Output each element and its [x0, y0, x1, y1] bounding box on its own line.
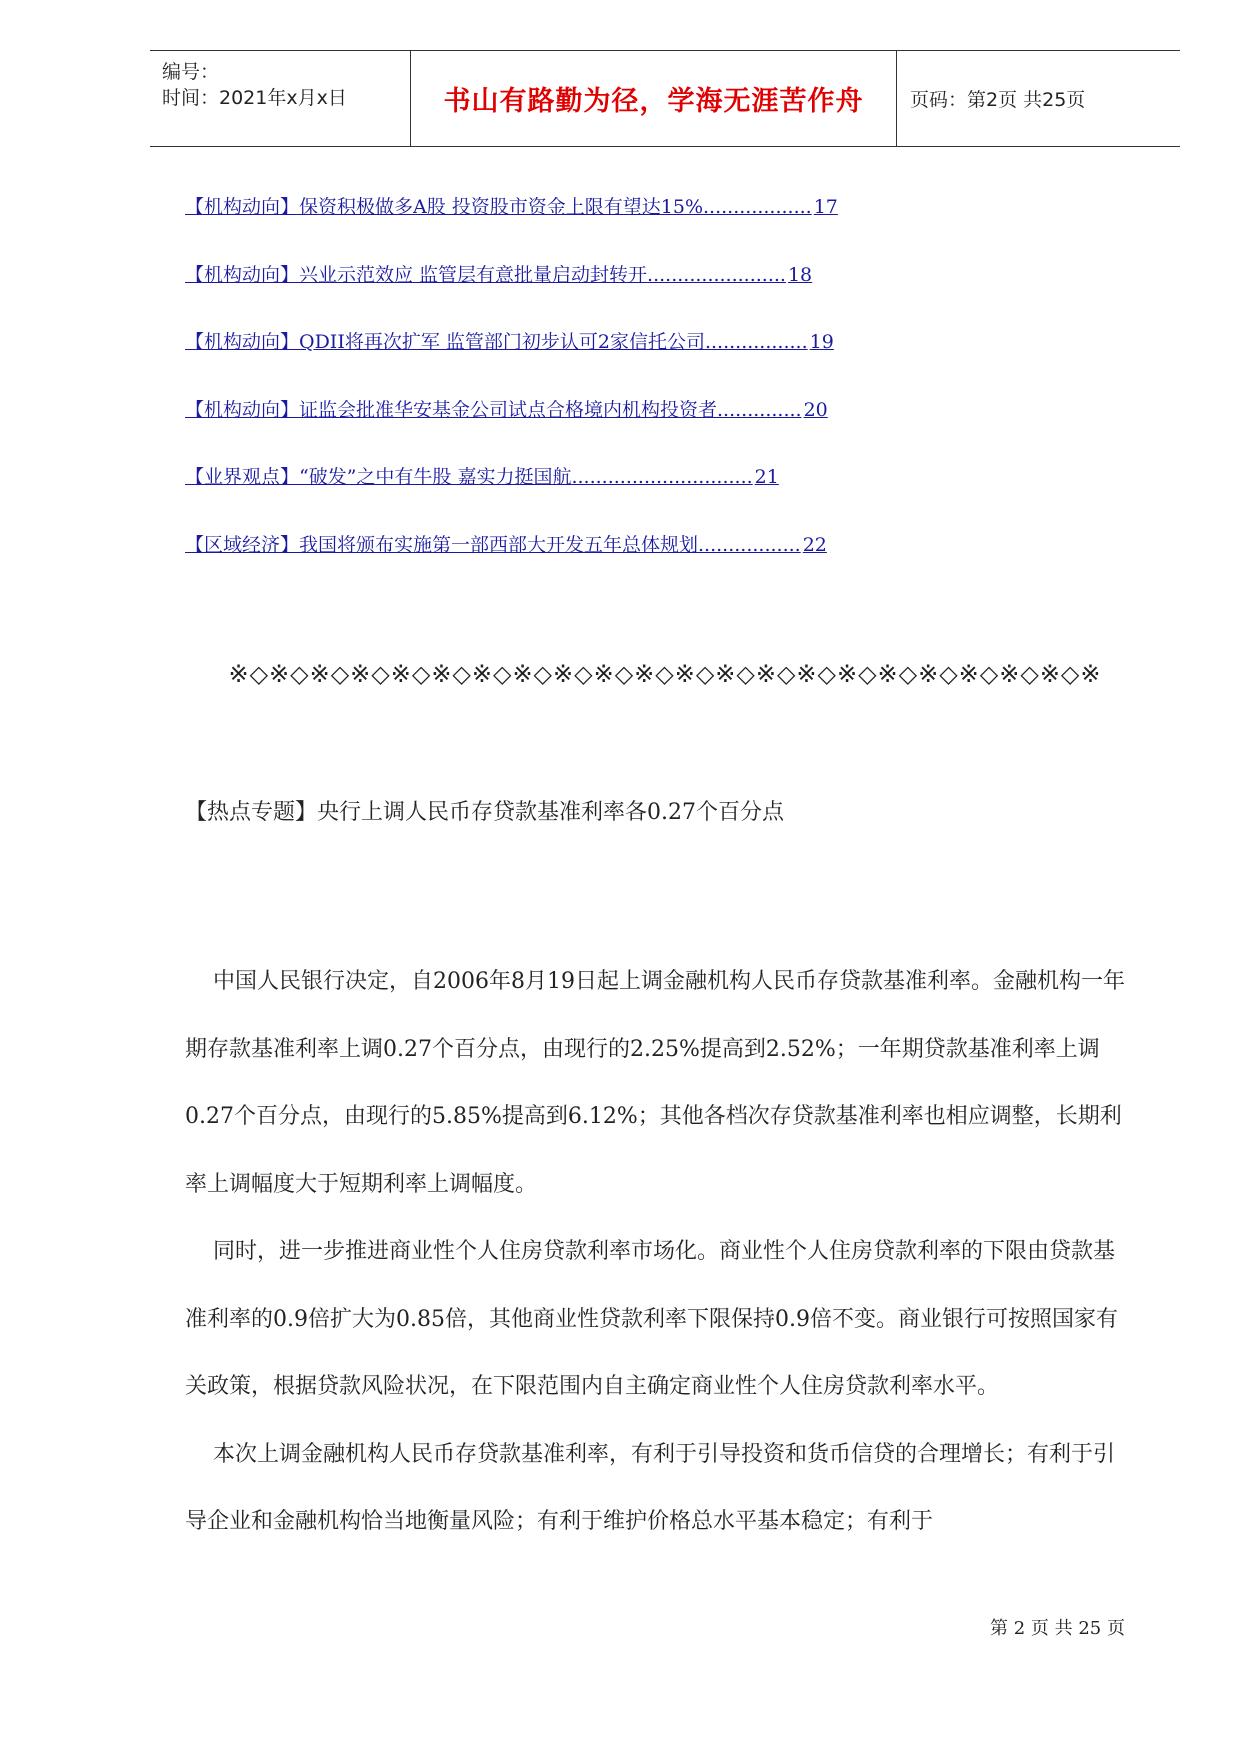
toc-link-text: 【区域经济】我国将颁布实施第一部西部大开发五年总体规划: [185, 533, 699, 556]
toc-page-number: 21: [754, 466, 779, 488]
page-footer: 第 2 页 共 25 页: [990, 1618, 1125, 1639]
toc-link-text: 【机构动向】兴业示范效应 监管层有意批量启动封转开: [185, 263, 648, 286]
header-meta-cell: [150, 51, 411, 146]
toc-page-number: 17: [813, 196, 838, 218]
toc-link[interactable]: [185, 260, 1005, 328]
toc-link[interactable]: [185, 327, 1005, 395]
article-paragraph: 中国人民银行决定，自2006年8月19日起上调金融机构人民币存贷款基准利率。金融机构一年期存款基准利率上调0.27个百分点，由现行的2.25%提高到2.52%；一年期贷款基准利率上调0.27个百分点，由现行的5.85%提高到6.12%；其他各档次存贷款基准利率也相应调整，长期利率上调幅度大于短期利率上调幅度。: [185, 969, 1125, 1197]
toc-link-text: 【机构动向】保资积极做多A股 投资股市资金上限有望达15%: [185, 196, 703, 218]
header-page-cell: [898, 51, 1180, 146]
toc-leader-dots: .......................: [647, 263, 786, 286]
article-headline: 【热点专题】央行上调人民币存贷款基准利率各0.27个百分点: [185, 800, 784, 825]
toc-page-number: 22: [802, 533, 827, 556]
toc-leader-dots: ..................: [703, 196, 812, 218]
toc-page-number: 18: [787, 263, 813, 286]
toc-link[interactable]: [185, 192, 1005, 260]
doc-number-label: 编号：: [162, 61, 220, 83]
header-motto: 书山有路勤为径，学海无涯苦作舟: [443, 86, 864, 117]
article-paragraph: 同时，进一步推进商业性个人住房贷款利率市场化。商业性个人住房贷款利率的下限由贷款基准利率的0.9倍扩大为0.85倍，其他商业性贷款利率下限保持0.9倍不变。商业银行可按照国家有关政策，根据贷款风险状况，在下限范围内自主确定商业性个人住房贷款利率水平。: [185, 1239, 1118, 1399]
table-of-contents: [185, 192, 1005, 597]
toc-link-text: 【机构动向】QDII将再次扩军 监管部门初步认可2家信托公司: [185, 331, 705, 353]
toc-link[interactable]: [185, 395, 1005, 463]
article-paragraph: 本次上调金融机构人民币存贷款基准利率，有利于引导投资和货币信贷的合理增长；有利于引导企业和金融机构恰当地衡量风险；有利于维护价格总水平基本稳定；有利于: [185, 1441, 1116, 1534]
toc-page-number: 19: [809, 331, 834, 353]
toc-link[interactable]: [185, 530, 1005, 598]
page-header: [150, 50, 1180, 147]
toc-link[interactable]: [185, 462, 1005, 530]
section-divider: ※◇※◇※◇※◇※◇※◇※◇※◇※◇※◇※◇※◇※◇※◇※◇※◇※◇※◇※◇※◇※◇※: [228, 660, 1102, 688]
toc-link-text: 【业界观点】“破发”之中有牛股 嘉实力挺国航: [185, 466, 572, 488]
toc-leader-dots: ..............................: [571, 466, 753, 488]
doc-time-label: 时间：2021年x月x日: [162, 87, 347, 109]
article-body: [185, 948, 1135, 1556]
toc-leader-dots: ..............: [717, 398, 802, 421]
header-page-info: 页码：第2页 共25页: [910, 89, 1086, 111]
toc-page-number: 20: [803, 398, 828, 421]
toc-leader-dots: .................: [704, 331, 808, 353]
header-motto-cell: [411, 51, 897, 146]
toc-link-text: 【机构动向】证监会批准华安基金公司试点合格境内机构投资者: [185, 398, 718, 421]
toc-leader-dots: .................: [698, 533, 801, 556]
